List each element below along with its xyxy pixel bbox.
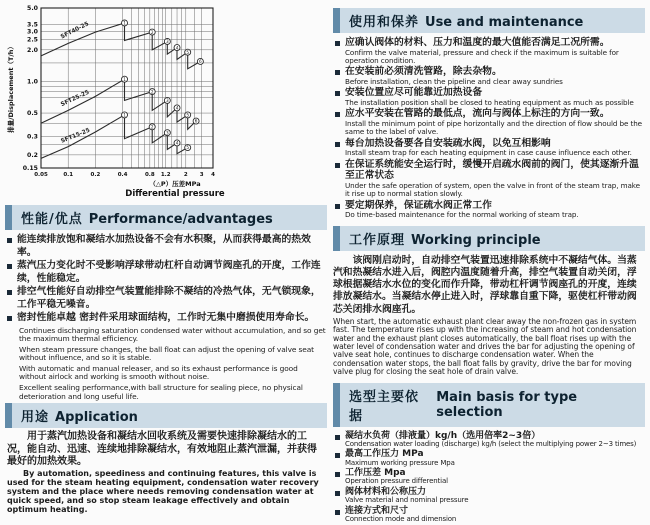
bullet-square-icon [335, 491, 340, 496]
maintenance-item [333, 66, 645, 86]
performance-paragraph-en: When steam pressure changes, the ball float can adjust the opening of valve seat without influence, and so it is stable. [19, 344, 314, 363]
application-section-header [5, 403, 327, 428]
maintenance-item-zh: 要定期保养，保证疏水阀正常工作 [345, 199, 492, 211]
svg-text:Differential pressure: Differential pressure [125, 189, 225, 198]
svg-text:5.0: 5.0 [27, 5, 38, 12]
maintenance-item-list [333, 37, 645, 220]
svg-text:3.5: 3.5 [27, 21, 38, 29]
selection-item-en: Valve material and nominal pressure [345, 496, 469, 505]
selection-title-en: Main basis for type selection [436, 389, 578, 420]
svg-text:SFT15-25: SFT15-25 [60, 127, 91, 145]
bullet-square-icon [335, 510, 340, 515]
selection-item-en: Connection mode and dimension [345, 515, 457, 524]
svg-text:2: 2 [150, 124, 154, 130]
svg-text:1: 1 [123, 112, 126, 118]
selection-title-zh: 选型主要依据 [349, 389, 420, 424]
performance-title-en: Performance/advantages [88, 212, 273, 227]
svg-text:2: 2 [150, 89, 154, 95]
displacement-pressure-chart [5, 0, 237, 198]
svg-text:1: 1 [123, 20, 126, 26]
application-paragraph-en: By automation, speediness and continuing features, this valve is used for the steam heating equipment, condensation water recovery system and the place where needs removing condensation water at quick speed, and so stop steam leakage effectively and obtain optimum heating. [7, 469, 319, 514]
maintenance-item [333, 108, 645, 136]
svg-text:6: 6 [199, 59, 202, 65]
application-title-en: Application [55, 410, 138, 426]
performance-paragraph-en: Excellent sealing performance,with ball structure for sealing piece, no physical deterioration and long useful life. [19, 383, 303, 401]
maintenance-item-zh: 应水平安装在管路的最低点，流向与阀体上标注的方向一致。 [345, 108, 610, 120]
maintenance-item-en: The installation position shall be closed to heating equipment as much as possible [345, 98, 634, 107]
performance-section-header [5, 205, 327, 230]
selection-item-zh: 工作压差 Mpa [345, 468, 406, 479]
application-title-zh: 用途 [21, 410, 50, 426]
svg-text:1.2: 1.2 [160, 172, 171, 178]
principle-section-header [333, 226, 645, 251]
right-column [333, 0, 645, 525]
svg-text:SFT40-25: SFT40-25 [60, 21, 91, 41]
svg-text:3: 3 [199, 172, 204, 178]
bullet-square-icon [335, 41, 340, 46]
maintenance-item-zh: 在安装前必须清洗管路，除去杂物。 [345, 66, 502, 78]
svg-text:4: 4 [175, 140, 179, 146]
performance-bullet [5, 234, 327, 259]
svg-text:3: 3 [166, 130, 169, 136]
principle-paragraph-zh: 该阀刚启动时，自动排空气装置迅速排除系统中不凝结气体。当蒸汽和热凝结水进入后，阀腔内温度随着升高，排空气装置自动关闭，浮球根据凝结水水位的变化而作升降，带动杠杆调节阀座孔的开度，连续排放凝结水。当凝结水停止进入时，浮球靠自重下降，驱使杠杆带动阀芯关闭排水阀座孔。 [333, 254, 637, 315]
maintenance-item-zh: 应确认阀体的材料、压力和温度的最大值能否满足工况所需。 [345, 37, 610, 48]
maintenance-item-en: Install steam trap for each heating equipment in case cause influence each other. [345, 148, 632, 158]
svg-text:0.4: 0.4 [117, 172, 128, 178]
svg-text:5: 5 [186, 145, 190, 151]
maintenance-item-en: Install the minimum point of pipe horizontally and the direction of flow should be the same to the label of valve. [345, 119, 642, 137]
performance-bullet [5, 312, 327, 325]
maintenance-title-zh: 使用和保养 [349, 15, 420, 30]
svg-text:0.2: 0.2 [90, 172, 101, 178]
maintenance-item [333, 159, 645, 199]
maintenance-item-zh: 在保证系统能安全运行时，缓慢开启疏水阀前的阀门，使其逐渐升温至正常状态 [345, 158, 639, 182]
section-performance [5, 205, 327, 401]
maintenance-item [333, 200, 645, 220]
bullet-square-icon [335, 112, 340, 117]
svg-text:1.0: 1.0 [27, 78, 38, 86]
svg-text:0.15: 0.15 [22, 165, 38, 172]
performance-bullet [5, 286, 327, 311]
svg-text:0.2: 0.2 [27, 151, 38, 159]
svg-text:3: 3 [166, 39, 169, 45]
svg-text:2.0: 2.0 [27, 46, 38, 54]
bullet-square-icon [335, 142, 340, 147]
left-column [5, 0, 327, 514]
svg-text:4: 4 [211, 172, 215, 178]
selection-section-header [333, 383, 645, 427]
maintenance-section-header [333, 8, 645, 33]
svg-text:0.1: 0.1 [63, 172, 74, 178]
svg-text:6: 6 [194, 118, 198, 124]
maintenance-item-en: Before installation, clean the pipeline and clear away sundries [345, 77, 563, 86]
bullet-square-icon [7, 264, 12, 269]
svg-text:SFT25-25: SFT25-25 [60, 89, 91, 109]
performance-paragraph-en: With automatic and manual releaser, and so its exhaust performance is good without airlock and working is smooth without noise. [19, 363, 298, 382]
section-working-principle [333, 226, 645, 377]
maintenance-item [333, 138, 645, 158]
performance-bullet-text: 密封性能卓越 密封件采用球面结构，工作时无集中磨损使用寿命长。 [17, 312, 315, 323]
svg-text:2: 2 [150, 29, 154, 35]
bullet-square-icon [335, 163, 340, 168]
maintenance-item-zh: 每台加热设备要各自安装疏水阀，以免互相影响 [345, 137, 551, 149]
performance-english-paragraphs [5, 327, 327, 402]
selection-item [333, 468, 645, 486]
svg-text:2.5: 2.5 [27, 36, 38, 44]
selection-item-zh: 阀体材料和公称压力 [345, 487, 427, 498]
performance-paragraph-en: Continues discharging saturation condensed water without accumulation, and so get the maximum thermal efficiency. [19, 325, 326, 344]
bullet-square-icon [335, 435, 340, 440]
principle-title-zh: 工作原理 [349, 232, 406, 248]
svg-text:排量/Displacement（T/h）: 排量/Displacement（T/h） [7, 43, 15, 133]
bullet-square-icon [7, 238, 12, 243]
selection-item [333, 506, 645, 524]
maintenance-item-zh: 安装位置应尽可能靠近加热设备 [345, 87, 483, 99]
selection-item-en: Maximum working pressure Mpa [345, 458, 455, 467]
performance-bullet-list [5, 234, 327, 325]
bullet-square-icon [335, 453, 340, 458]
selection-item-en: Operation pressure differential [345, 477, 448, 486]
svg-text:4: 4 [175, 105, 179, 111]
section-application [5, 403, 327, 514]
selection-item [333, 487, 645, 505]
selection-item [333, 431, 645, 449]
selection-item-zh: 凝结水负荷（排液量）kg/h（选用倍率2~3倍） [345, 430, 541, 441]
maintenance-item [333, 87, 645, 107]
svg-text:0.5: 0.5 [27, 110, 38, 118]
bullet-square-icon [335, 204, 340, 209]
maintenance-item-en: Under the safe operation of system, open the valve in front of the steam trap, make it rise up to normal station slowly. [345, 181, 640, 199]
bullet-square-icon [7, 316, 12, 321]
bullet-square-icon [335, 70, 340, 75]
section-maintenance [333, 8, 645, 220]
performance-bullet [5, 260, 327, 285]
svg-text:0.8: 0.8 [144, 172, 155, 178]
svg-text:2: 2 [183, 172, 188, 178]
bullet-square-icon [335, 91, 340, 96]
principle-title-en: Working principle [411, 232, 541, 248]
selection-item [333, 449, 645, 467]
maintenance-item-en: Do time-based maintenance for the normal working of steam trap. [345, 210, 579, 220]
selection-item-list [333, 431, 645, 524]
bullet-square-icon [7, 290, 12, 295]
svg-text:1: 1 [123, 76, 126, 82]
section-type-selection [333, 383, 645, 524]
performance-bullet-text: 排空气性能好自动排空气装置能排除不凝结的冷热气体，无气锁现象，工作平稳无噪音。 [17, 286, 321, 310]
svg-text:（△P）压差MPa: （△P）压差MPa [149, 180, 201, 188]
principle-paragraph-en: When start, the automatic exhaust plant clear away the non-frozen gas in system fast. The temperature rises up with the increasing of steam and hot condensation water and the exhaust plant closes automatically, the ball float rises up with the water level of condensation water and drives the bar for adjusting the opening of valve seat hole, continues to discharge condensation water. When the condensation water stops, the ball float falls by gravity, drive the bar for moving valve plug for closing the seat hole of drain valve. [333, 316, 637, 377]
application-paragraph-zh: 用于蒸汽加热设备和凝结水回收系统及需要快速排除凝结水的工况，能自动、迅速、连续地排除凝结水，有效地阻止蒸汽泄漏，并获得最好的加热效果。 [7, 431, 317, 468]
svg-text:5: 5 [186, 112, 190, 118]
maintenance-title-en: Use and maintenance [425, 15, 584, 30]
svg-text:3.0: 3.0 [27, 28, 38, 36]
maintenance-item [333, 37, 645, 65]
selection-item-zh: 连接方式和尺寸 [345, 505, 409, 516]
selection-item-en: Condensation water loading (discharge) kg/h (select the multiplying power 2~3 times) [345, 439, 637, 448]
performance-bullet-text: 蒸汽压力变化时不受影响浮球带动杠杆自动调节阀座孔的开度，工作连续，性能稳定。 [17, 260, 321, 284]
performance-title-zh: 性能/优点 [21, 212, 83, 227]
svg-text:5: 5 [186, 49, 190, 55]
performance-bullet-text: 能连续排放饱和凝结水加热设备不会有水积聚，从而获得最高的热效率。 [17, 234, 311, 258]
bullet-square-icon [335, 472, 340, 477]
svg-text:4: 4 [175, 45, 179, 51]
selection-item-zh: 最高工作压力 MPa [345, 449, 424, 460]
svg-text:3: 3 [166, 98, 169, 104]
svg-text:0.3: 0.3 [27, 133, 38, 141]
svg-text:0.05: 0.05 [34, 172, 48, 178]
maintenance-item-en: Confirm the valve material, pressure and check if the maximum is suitable for operation condition. [345, 47, 619, 65]
